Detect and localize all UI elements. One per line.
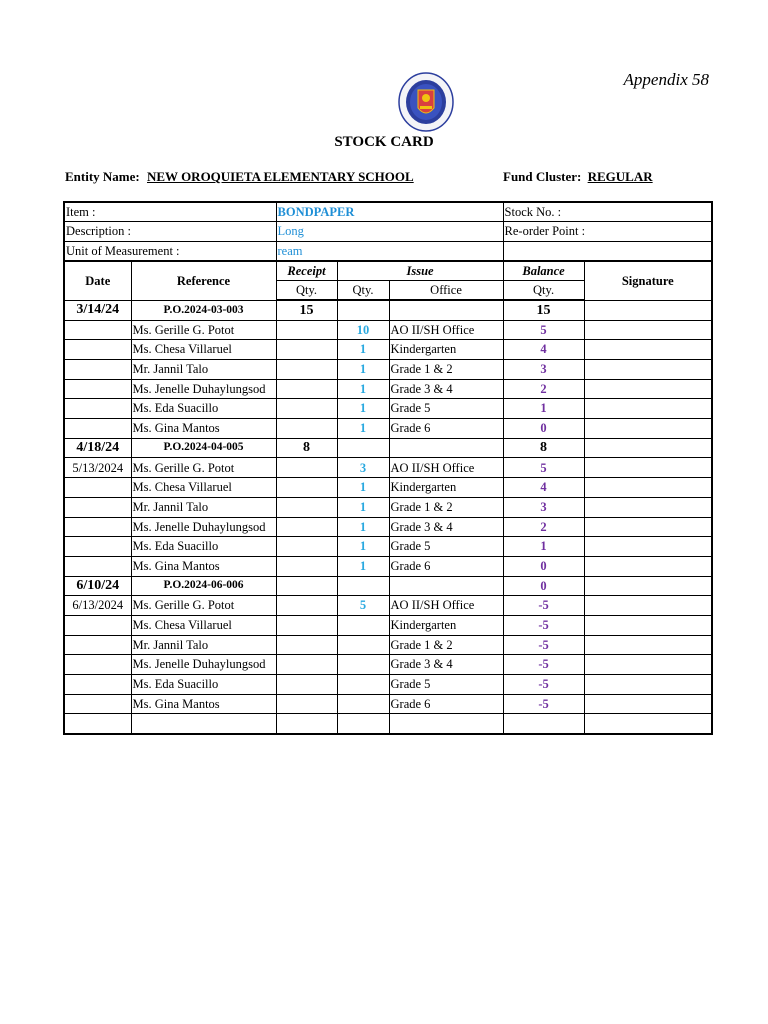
table-row (64, 379, 712, 399)
balance-qty-cell: -5 (503, 694, 584, 714)
appendix-label: Appendix 58 (623, 70, 709, 89)
office-cell: Grade 5 (389, 537, 503, 557)
office-cell: Grade 1 & 2 (389, 497, 503, 517)
reference-cell: Ms. Gerille G. Potot (131, 458, 276, 478)
signature-cell (584, 419, 712, 439)
balance-qty-cell: -5 (503, 615, 584, 635)
date-cell (64, 399, 131, 419)
table-row (64, 675, 712, 695)
issue-qty-cell: 1 (337, 340, 389, 360)
table-row (64, 714, 712, 734)
receipt-qty-cell (276, 694, 337, 714)
table-row (64, 419, 712, 439)
balance-qty-cell: 0 (503, 419, 584, 439)
balance-qty-header: Qty. (503, 281, 584, 301)
reference-cell (131, 714, 276, 734)
issue-qty-cell (337, 300, 389, 320)
office-cell: Grade 3 & 4 (389, 517, 503, 537)
issue-qty-cell: 10 (337, 320, 389, 340)
receipt-qty-cell: 15 (276, 300, 337, 320)
issue-qty-cell (337, 694, 389, 714)
date-cell (64, 360, 131, 380)
date-cell: 6/10/24 (64, 576, 131, 596)
balance-qty-cell: 1 (503, 399, 584, 419)
date-cell (64, 379, 131, 399)
signature-cell (584, 615, 712, 635)
issue-qty-cell (337, 714, 389, 734)
reference-cell: Ms. Chesa Villaruel (131, 478, 276, 498)
date-cell: 6/13/2024 (64, 596, 131, 616)
item-value: BONDPAPER (276, 202, 503, 222)
balance-qty-cell: 3 (503, 497, 584, 517)
office-cell (389, 576, 503, 596)
office-cell: Grade 6 (389, 556, 503, 576)
page-title: STOCK CARD (334, 134, 434, 150)
office-cell: Grade 6 (389, 419, 503, 439)
balance-qty-cell: -5 (503, 675, 584, 695)
receipt-qty-cell (276, 419, 337, 439)
reference-cell: Mr. Jannil Talo (131, 497, 276, 517)
signature-cell (584, 438, 712, 458)
office-cell: Kindergarten (389, 615, 503, 635)
reference-header: Reference (131, 261, 276, 300)
balance-qty-cell: 4 (503, 340, 584, 360)
issue-qty-cell (337, 615, 389, 635)
reference-cell: Mr. Jannil Talo (131, 360, 276, 380)
signature-header: Signature (584, 261, 712, 300)
issue-qty-cell: 1 (337, 556, 389, 576)
office-cell: Grade 5 (389, 399, 503, 419)
table-row (64, 596, 712, 616)
date-cell (64, 714, 131, 734)
description-label: Description : (64, 222, 276, 242)
receipt-qty-cell (276, 556, 337, 576)
balance-qty-cell: -5 (503, 655, 584, 675)
stock-card-table (63, 201, 713, 735)
office-cell: AO II/SH Office (389, 596, 503, 616)
issue-qty-cell: 1 (337, 360, 389, 380)
date-cell (64, 537, 131, 557)
reference-cell: Mr. Jannil Talo (131, 635, 276, 655)
balance-qty-cell: -5 (503, 596, 584, 616)
table-row (64, 478, 712, 498)
office-cell: AO II/SH Office (389, 320, 503, 340)
balance-qty-cell: 15 (503, 300, 584, 320)
deped-seal-icon (398, 72, 454, 132)
date-cell: 5/13/2024 (64, 458, 131, 478)
reference-cell: P.O.2024-04-005 (131, 438, 276, 458)
reference-cell: Ms. Gina Mantos (131, 556, 276, 576)
receipt-qty-cell (276, 379, 337, 399)
signature-cell (584, 360, 712, 380)
office-cell (389, 438, 503, 458)
signature-cell (584, 655, 712, 675)
issue-qty-cell: 1 (337, 379, 389, 399)
reference-cell: Ms. Jenelle Duhaylungsod (131, 517, 276, 537)
date-header: Date (64, 261, 131, 300)
receipt-qty-cell (276, 655, 337, 675)
reference-cell: Ms. Eda Suacillo (131, 537, 276, 557)
table-row (64, 438, 712, 458)
receipt-qty-cell (276, 478, 337, 498)
office-cell: Grade 1 & 2 (389, 635, 503, 655)
date-cell: 4/18/24 (64, 438, 131, 458)
reference-cell: Ms. Gina Mantos (131, 419, 276, 439)
uom-value: ream (276, 241, 503, 261)
receipt-qty-cell (276, 675, 337, 695)
signature-cell (584, 340, 712, 360)
receipt-qty-cell (276, 615, 337, 635)
date-cell (64, 615, 131, 635)
receipt-qty-cell (276, 537, 337, 557)
receipt-qty-cell: 8 (276, 438, 337, 458)
issue-qty-cell (337, 576, 389, 596)
date-cell (64, 694, 131, 714)
reference-cell: P.O.2024-06-006 (131, 576, 276, 596)
uom-row (64, 241, 712, 261)
signature-cell (584, 576, 712, 596)
table-row (64, 576, 712, 596)
issue-qty-cell: 1 (337, 478, 389, 498)
issue-qty-cell: 1 (337, 419, 389, 439)
office-cell: Grade 3 & 4 (389, 655, 503, 675)
balance-qty-cell: 8 (503, 438, 584, 458)
reorder-point-label: Re-order Point : (503, 222, 712, 242)
issue-qty-cell: 3 (337, 458, 389, 478)
date-cell (64, 655, 131, 675)
receipt-qty-header: Qty. (276, 281, 337, 301)
date-cell (64, 556, 131, 576)
receipt-qty-cell (276, 360, 337, 380)
balance-qty-cell: 5 (503, 320, 584, 340)
balance-qty-cell: 2 (503, 379, 584, 399)
signature-cell (584, 517, 712, 537)
signature-cell (584, 379, 712, 399)
receipt-qty-cell (276, 635, 337, 655)
issue-qty-cell: 1 (337, 537, 389, 557)
issue-header: Issue (337, 261, 503, 281)
issue-qty-cell (337, 675, 389, 695)
signature-cell (584, 497, 712, 517)
issue-qty-cell: 1 (337, 399, 389, 419)
reference-cell: Ms. Gerille G. Potot (131, 596, 276, 616)
signature-cell (584, 694, 712, 714)
signature-cell (584, 320, 712, 340)
signature-cell (584, 596, 712, 616)
reference-cell: Ms. Jenelle Duhaylungsod (131, 379, 276, 399)
issue-qty-header: Qty. (337, 281, 389, 301)
balance-qty-cell: 4 (503, 478, 584, 498)
signature-cell (584, 556, 712, 576)
reference-cell: Ms. Gina Mantos (131, 694, 276, 714)
receipt-qty-cell (276, 458, 337, 478)
stock-no-label: Stock No. : (503, 202, 712, 222)
balance-qty-cell: 3 (503, 360, 584, 380)
issue-qty-cell (337, 635, 389, 655)
office-cell: AO II/SH Office (389, 458, 503, 478)
table-row (64, 635, 712, 655)
date-cell (64, 497, 131, 517)
reference-cell: Ms. Jenelle Duhaylungsod (131, 655, 276, 675)
fund-value: REGULAR (587, 169, 653, 184)
signature-cell (584, 675, 712, 695)
header-row-1 (64, 261, 712, 281)
receipt-qty-cell (276, 399, 337, 419)
receipt-qty-cell (276, 714, 337, 734)
reference-cell: Ms. Eda Suacillo (131, 675, 276, 695)
balance-qty-cell: 2 (503, 517, 584, 537)
entity-name (65, 169, 414, 185)
signature-cell (584, 458, 712, 478)
date-cell (64, 320, 131, 340)
uom-blank (503, 241, 712, 261)
balance-qty-cell: 5 (503, 458, 584, 478)
balance-qty-cell: 0 (503, 576, 584, 596)
table-row (64, 655, 712, 675)
signature-cell (584, 714, 712, 734)
date-cell (64, 517, 131, 537)
issue-qty-cell: 1 (337, 497, 389, 517)
table-row (64, 694, 712, 714)
table-row (64, 537, 712, 557)
signature-cell (584, 300, 712, 320)
reference-cell: Ms. Gerille G. Potot (131, 320, 276, 340)
receipt-qty-cell (276, 320, 337, 340)
issue-qty-cell: 5 (337, 596, 389, 616)
receipt-qty-cell (276, 497, 337, 517)
issue-qty-cell (337, 438, 389, 458)
item-row (64, 202, 712, 222)
date-cell (64, 675, 131, 695)
balance-header: Balance (503, 261, 584, 281)
office-cell (389, 300, 503, 320)
table-row (64, 556, 712, 576)
reference-cell: Ms. Eda Suacillo (131, 399, 276, 419)
table-row (64, 340, 712, 360)
balance-qty-cell: -5 (503, 635, 584, 655)
description-row (64, 222, 712, 242)
table-row (64, 320, 712, 340)
receipt-qty-cell (276, 596, 337, 616)
description-value: Long (276, 222, 503, 242)
table-row (64, 458, 712, 478)
date-cell (64, 419, 131, 439)
uom-label: Unit of Measurement : (64, 241, 276, 261)
signature-cell (584, 537, 712, 557)
signature-cell (584, 635, 712, 655)
date-cell (64, 340, 131, 360)
table-row (64, 360, 712, 380)
entity-label: Entity Name: (65, 169, 140, 184)
signature-cell (584, 399, 712, 419)
reference-cell: Ms. Chesa Villaruel (131, 340, 276, 360)
fund-cluster (503, 169, 653, 185)
receipt-qty-cell (276, 517, 337, 537)
signature-cell (584, 478, 712, 498)
reference-cell: Ms. Chesa Villaruel (131, 615, 276, 635)
date-cell (64, 478, 131, 498)
fund-label: Fund Cluster: (503, 169, 582, 184)
table-row (64, 399, 712, 419)
receipt-qty-cell (276, 576, 337, 596)
balance-qty-cell: 1 (503, 537, 584, 557)
issue-qty-cell (337, 655, 389, 675)
item-label: Item : (64, 202, 276, 222)
date-cell (64, 635, 131, 655)
receipt-header: Receipt (276, 261, 337, 281)
office-cell: Kindergarten (389, 340, 503, 360)
reference-cell: P.O.2024-03-003 (131, 300, 276, 320)
office-cell: Grade 6 (389, 694, 503, 714)
balance-qty-cell: 0 (503, 556, 584, 576)
table-row (64, 615, 712, 635)
receipt-qty-cell (276, 340, 337, 360)
entity-value: NEW OROQUIETA ELEMENTARY SCHOOL (147, 169, 414, 184)
office-cell: Grade 3 & 4 (389, 379, 503, 399)
date-cell: 3/14/24 (64, 300, 131, 320)
table-row (64, 497, 712, 517)
office-cell: Grade 5 (389, 675, 503, 695)
issue-qty-cell: 1 (337, 517, 389, 537)
table-row (64, 300, 712, 320)
office-header: Office (389, 281, 503, 301)
office-cell (389, 714, 503, 734)
table-row (64, 517, 712, 537)
office-cell: Grade 1 & 2 (389, 360, 503, 380)
balance-qty-cell (503, 714, 584, 734)
office-cell: Kindergarten (389, 478, 503, 498)
